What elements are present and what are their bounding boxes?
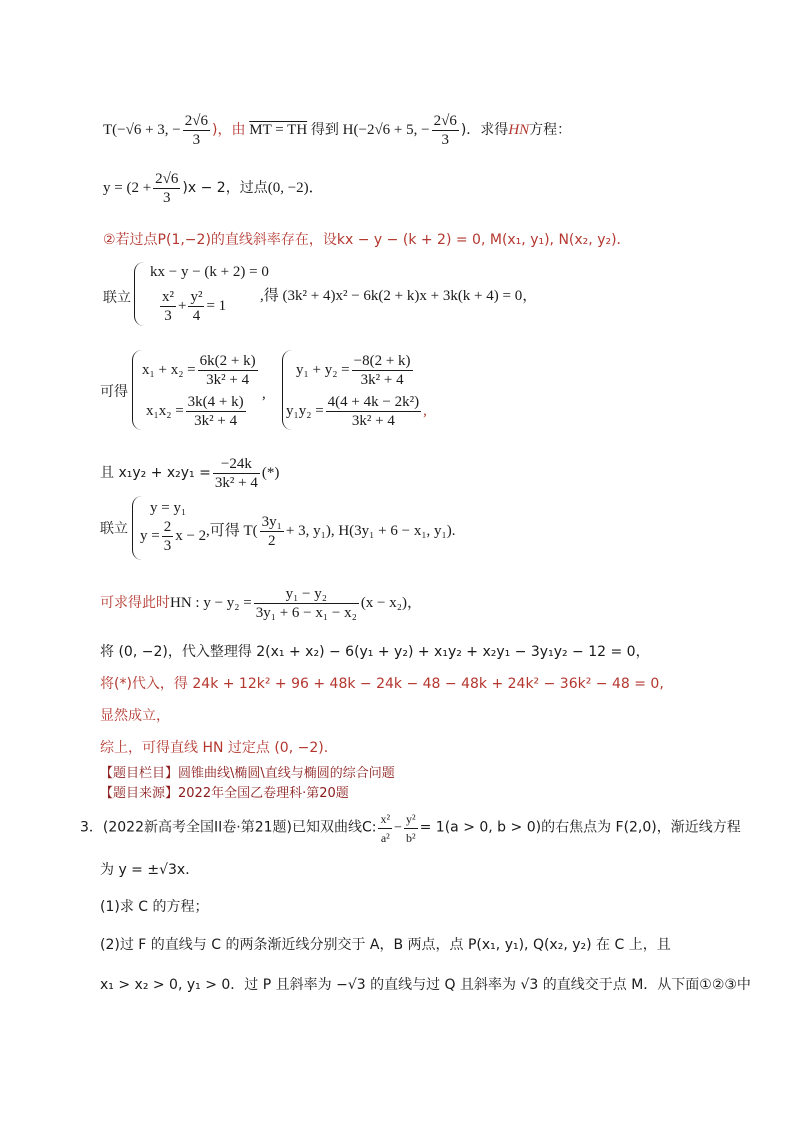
topic-source: 【题目来源】2022年全国乙卷理科·第20题 [100,786,349,801]
equation: y = (2 + [103,179,152,196]
line-10: 将(*)代入，得 24k + 12k² + 96 + 48k − 24k − 48 − 48k + 24k² − 36k² − 48 = 0, [100,676,664,692]
question-3-part-1: (1)求 C 的方程； [100,899,209,915]
brace [134,262,145,326]
line-6: 且 x₁y₂ + x₂y₁ = $\frac{-24k}{\text{3k² + 4}}$ (*) [100,456,280,491]
topic-category: 【题目栏目】圆锥曲线\椭圆\直线与椭圆的综合问题 [100,766,395,781]
system-label-3: 联立 [100,521,128,537]
line-2 [103,170,324,207]
line-12: 综上，可得直线 HN 过定点 (0, −2). [100,740,329,756]
text-segment: 得到 [310,121,339,138]
line-3: ②若过点P(1,−2)的直线斜率存在，设kx − y − (k + 2) = 0, M(x₁, y₁), N(x₂, y₂)． [103,232,631,248]
line-8: 可求得此时HN : y − y₂ = $\frac{\text{y₁ − y₂}}{\text{3y₁ + 6 − x₁ − x₂}}$ (x − x₂)， [100,586,422,621]
fraction: $\frac{2√6}{3}$ [184,113,209,148]
prod-x: x₁x₂ = $\frac{3k(4 + k)}{\text{3k² + 4}}$ [146,394,244,429]
system-eq-1: kx − y − (k + 2) = 0 [150,264,269,280]
system-result: ,得 (3k² + 4)x² − 6k(2 + k)x + 3k(k + 4) = 0， [260,288,538,304]
system-label-2: 可得 [100,384,128,400]
t-point: T(−√6 + 3, − [103,121,181,138]
sum-x: x₁ + x₂ = $\frac{6k(2 + k)}{\text{3k² + 4}}$ [142,353,256,388]
system-eq-4: y = $\frac{2}{3}$ x − 2 [140,519,207,554]
system-eq-2: $\frac{\text{x²}}{3}$ + $\frac{\text{y²}}{4}$ = 1 [162,289,227,324]
system-eq-3: y = y₁ [150,500,187,516]
text-segment: )．求得 [460,121,509,138]
comma: , [262,386,266,402]
text-segment: )，由 [212,121,246,138]
h-point: H(−2√6 + 5, − [342,121,430,138]
question-3-asymptote: 为 y = ±√3x． [100,862,200,878]
fraction: $\frac{2√6}{3}$ [433,113,457,148]
system-result-3: ,可得 T( $\frac{\text{3y₁}}{2}$ + 3, y₁), H(3y₁ + 6 − x₁, y₁). [206,514,456,549]
text-segment: )x − 2，过点 [182,179,268,196]
vector-equation: MT = TH [249,121,308,138]
text-segment: 方程： [529,121,572,138]
line-9: 将 (0, −2)，代入整理得 2(x₁ + x₂) − 6(y₁ + y₂) + x₁y₂ + x₂y₁ − 3y₁y₂ − 12 = 0， [100,644,650,660]
question-3-part-2: (2)过 F 的直线与 C 的两条渐近线分别交于 A，B 两点，点 P(x₁, y₁), Q(x₂, y₂) 在 C 上，且 [100,937,671,953]
line-11: 显然成立， [100,708,170,724]
question-3-stem: 3．(2022新高考全国II卷·第21题)已知双曲线C: $\frac{\text{x²}}{\text{a²}}$ − $\frac{\text{y²}}{\text{b²}}$ = 1(a > 0, b > 0)的右焦点为 F(2,0)，渐近线方程 [80,812,741,845]
system-label-1: 联立 [103,290,131,306]
hn-label: HN [508,121,530,138]
line-1 [103,112,571,149]
point: (0, −2)． [267,179,324,196]
prod-y: y₁y₂ = $\frac{\text{4(4 + 4k − 2k²)}}{\text{3k² + 4}}$ , [286,394,427,429]
sum-y: y₁ + y₂ = $\frac{-8(2 + k)}{\text{3k² + 4}}$ [296,353,411,388]
question-3-part-2-cont: x₁ > x₂ > 0, y₁ > 0．过 P 且斜率为 −√3 的直线与过 Q 且斜率为 √3 的直线交于点 M．从下面①②③中 [100,977,751,993]
fraction: $\frac{2√6}{3}$ [155,171,179,206]
